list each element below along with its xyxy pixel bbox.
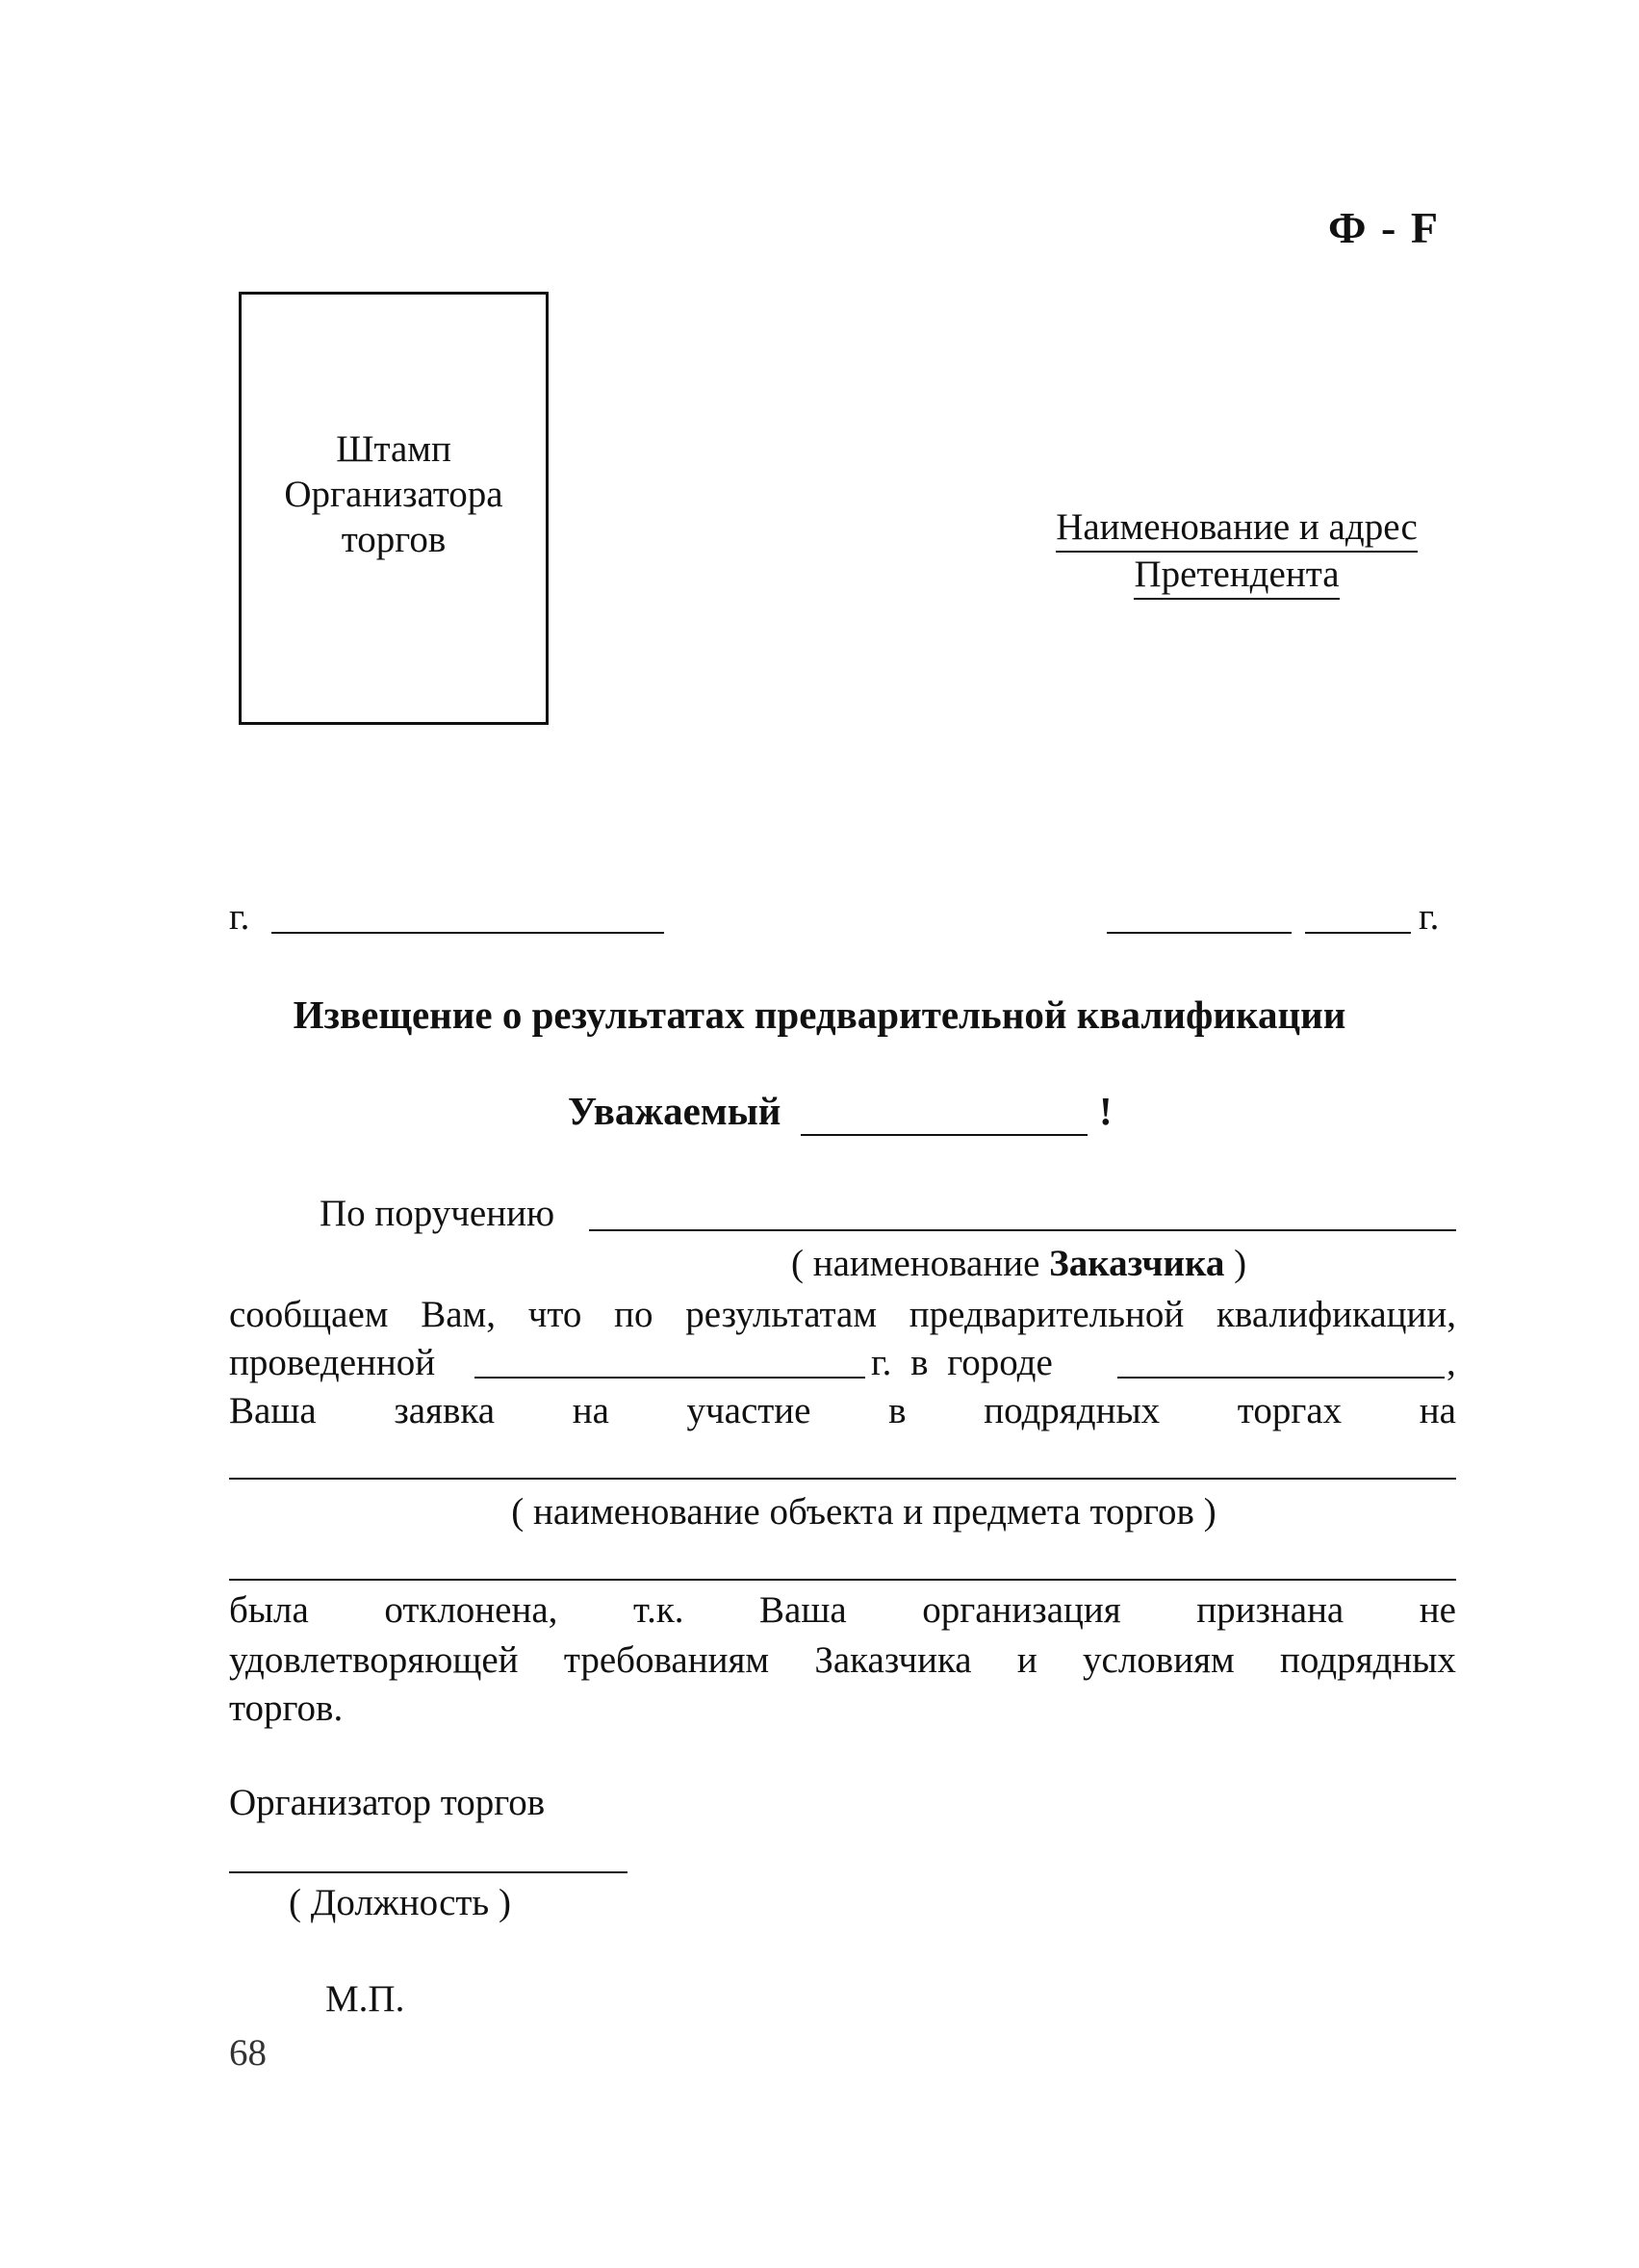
page-number: 68 <box>229 2032 267 2074</box>
word: Ваша <box>229 1390 317 1431</box>
word: подрядных <box>1279 1639 1456 1681</box>
requirements-line <box>229 1638 1456 1684</box>
by-order-label: По поручению <box>320 1193 555 1234</box>
object-blank-2 <box>229 1579 1456 1581</box>
city-blank <box>271 932 664 934</box>
greeting-exclamation: ! <box>1099 1089 1113 1133</box>
word: Вам, <box>421 1294 496 1335</box>
object-blank-1 <box>229 1478 1456 1480</box>
object-note: ( наименование объекта и предмета торгов ) <box>511 1491 1216 1533</box>
word: Ваша <box>759 1589 847 1631</box>
word: по <box>614 1294 653 1335</box>
form-code: Ф - F <box>1328 203 1440 252</box>
greeting-blank <box>801 1134 1088 1136</box>
word: не <box>1419 1589 1456 1631</box>
stamp-line-1: Штамп <box>336 428 451 470</box>
stamp-label <box>242 427 546 562</box>
word: торгах <box>1237 1390 1343 1431</box>
word: организация <box>922 1589 1121 1631</box>
word: т.к. <box>632 1589 684 1631</box>
rejected-line <box>229 1588 1456 1634</box>
word: условиям <box>1083 1639 1235 1681</box>
word: требованиям <box>563 1639 770 1681</box>
word: отклонена, <box>384 1589 558 1631</box>
word: на <box>1419 1390 1456 1431</box>
year-blank <box>1305 932 1411 934</box>
position-label: ( Должность ) <box>289 1882 511 1923</box>
inform-line <box>229 1293 1456 1338</box>
customer-note <box>791 1242 1246 1287</box>
word: удовлетворяющей <box>229 1639 519 1681</box>
word: результатам <box>685 1294 878 1335</box>
word: заявка <box>394 1390 496 1431</box>
seal-label: М.П. <box>325 1978 405 2020</box>
addressee-line-2: Претендента <box>1134 553 1339 600</box>
word: подрядных <box>984 1390 1161 1431</box>
word: была <box>229 1589 309 1631</box>
held-city-blank <box>1117 1377 1445 1379</box>
word: Заказчика <box>814 1639 972 1681</box>
greeting-word: Уважаемый <box>568 1089 781 1133</box>
date-blank <box>1107 932 1292 934</box>
word: квалификации, <box>1216 1294 1456 1335</box>
stamp-line-2: Организатора <box>284 473 503 515</box>
organizer-label: Организатор торгов <box>229 1782 546 1823</box>
customer-note-close: ) <box>1224 1243 1247 1284</box>
customer-blank <box>589 1229 1456 1231</box>
city-prefix: г. <box>229 896 250 938</box>
word: на <box>572 1390 609 1431</box>
stamp-box <box>239 292 549 725</box>
held-date-blank <box>474 1377 865 1379</box>
word: предварительной <box>909 1294 1185 1335</box>
word: в <box>888 1390 907 1431</box>
signature-blank <box>229 1871 627 1873</box>
end-line: торгов. <box>229 1688 344 1729</box>
stamp-line-3: торгов <box>341 518 447 560</box>
customer-note-open: ( наименование <box>791 1243 1050 1284</box>
word: что <box>527 1294 582 1335</box>
comma: , <box>1447 1342 1456 1383</box>
year-city-label: г. в городе <box>871 1342 1053 1383</box>
year-suffix: г. <box>1419 896 1440 938</box>
word: признана <box>1196 1589 1344 1631</box>
word: и <box>1016 1639 1037 1681</box>
word: участие <box>686 1390 811 1431</box>
customer-note-bold: Заказчика <box>1049 1243 1225 1284</box>
addressee-line-1: Наименование и адрес <box>1056 505 1418 553</box>
document-title: Извещение о результатах предварительной квалификации <box>293 992 1346 1037</box>
addressee-block <box>1011 505 1463 600</box>
application-line <box>229 1389 1456 1434</box>
word: сообщаем <box>229 1294 389 1335</box>
held-label: проведенной <box>229 1342 436 1383</box>
